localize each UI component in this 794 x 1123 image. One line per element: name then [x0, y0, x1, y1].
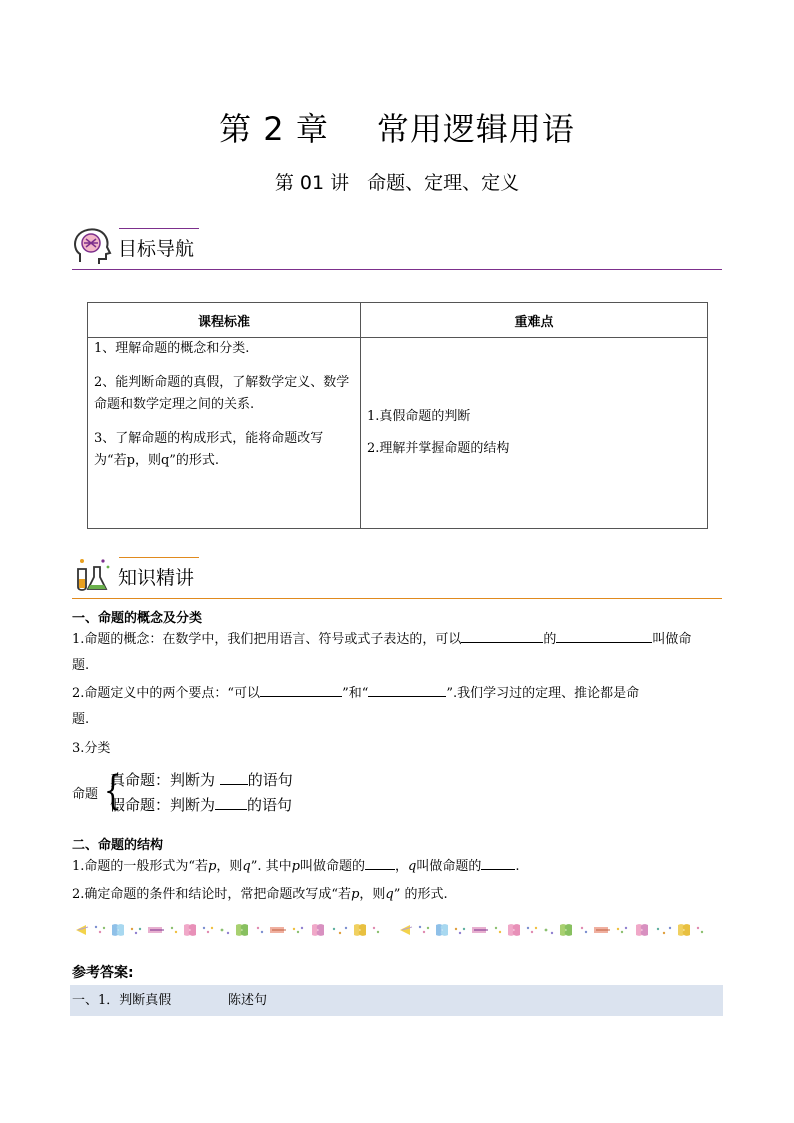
- table-row: [88, 338, 708, 529]
- goals-table: [87, 302, 708, 529]
- section-title: 知识精讲: [118, 567, 195, 589]
- text: ”和“: [342, 686, 369, 701]
- fill-blank[interactable]: [461, 628, 543, 643]
- text: 2.命题定义中的两个要点：“可以: [72, 686, 261, 701]
- col-header-standards: 课程标准: [88, 303, 361, 338]
- decorative-butterfly-divider: [72, 920, 722, 940]
- text: ，则: [359, 887, 386, 902]
- text: 题.: [72, 658, 90, 673]
- text: .: [515, 859, 520, 874]
- section-rule: [72, 269, 722, 270]
- fill-blank[interactable]: [368, 682, 446, 697]
- section-overline: [119, 557, 199, 558]
- text: 假命题：判断为: [110, 796, 216, 814]
- paragraph-concept: [72, 627, 722, 679]
- table-header-row: [88, 303, 708, 338]
- brace-label: 命题: [72, 787, 99, 802]
- answers-heading: 参考答案:: [72, 965, 134, 981]
- variable-p: p: [291, 859, 300, 874]
- text: ”. 其中: [250, 859, 292, 874]
- classification-brace: [72, 768, 472, 818]
- standard-item: 3、了解命题的构成形式，能将命题改写为“若p，则q”的形式.: [94, 431, 324, 468]
- text: 叫做命题的: [299, 859, 365, 874]
- variable-q: q: [242, 859, 251, 874]
- col-header-key-points: 重难点: [361, 303, 708, 338]
- answers-bar: [70, 985, 723, 1016]
- text: 的语句: [247, 771, 293, 789]
- lecture-name: 命题、定理、定义: [367, 172, 520, 194]
- text: ”.我们学习过的定理、推论都是命: [446, 686, 640, 701]
- section-knowledge-header: [72, 555, 722, 599]
- paragraph-rewrite: [72, 882, 722, 908]
- standard-item: 1、理解命题的概念和分类.: [94, 341, 250, 356]
- lecture-title: [0, 168, 794, 195]
- paragraph-key-points: [72, 681, 722, 733]
- paragraph-general-form: [72, 854, 722, 880]
- fill-blank[interactable]: [481, 855, 515, 870]
- text: ” 的形式.: [393, 887, 448, 902]
- variable-p: p: [208, 859, 217, 874]
- section-title: 目标导航: [118, 238, 195, 260]
- fill-blank[interactable]: [365, 855, 395, 870]
- chapter-number: 第 2 章: [219, 110, 329, 148]
- text: 叫做命题的: [416, 859, 482, 874]
- text: 1.命题的概念：在数学中，我们把用语言、符号或式子表达的，可以: [72, 632, 462, 647]
- text: ，: [395, 859, 409, 874]
- standards-cell: [88, 338, 361, 529]
- lecture-number: 第 01 讲: [274, 172, 350, 194]
- variable-p: p: [351, 887, 360, 902]
- fill-blank[interactable]: [556, 628, 652, 643]
- paragraph-classification: 3.分类: [72, 741, 111, 756]
- text: 真命题：判断为: [110, 771, 216, 789]
- left-brace: {: [103, 768, 122, 814]
- answer-label: 一、1．判断真假: [72, 993, 172, 1008]
- fill-blank[interactable]: [220, 770, 248, 785]
- variable-q: q: [385, 887, 394, 902]
- chapter-name: 常用逻辑用语: [376, 110, 575, 148]
- text: 的语句: [247, 796, 293, 814]
- subheading-concepts: 一、命题的概念及分类: [72, 611, 203, 626]
- key-points-cell: [361, 338, 708, 529]
- section-overline: [119, 228, 199, 229]
- true-proposition-line: [110, 769, 293, 790]
- subheading-structure: 二、命题的结构: [72, 838, 164, 853]
- standard-item: 2、能判断命题的真假，了解数学定义、数学命题和数学定理之间的关系.: [94, 375, 350, 412]
- fill-blank[interactable]: [215, 795, 247, 810]
- section-goals-header: [72, 226, 722, 270]
- brain-head-icon: [72, 226, 112, 266]
- chapter-title: [0, 104, 794, 150]
- text: 的: [543, 632, 557, 647]
- lab-flask-icon: [72, 555, 112, 595]
- text: ，则: [216, 859, 243, 874]
- section-rule: [72, 598, 722, 599]
- false-proposition-line: [110, 794, 292, 815]
- variable-q: q: [408, 859, 417, 874]
- fill-blank[interactable]: [260, 682, 342, 697]
- text: 2.确定命题的条件和结论时，常把命题改写成“若: [72, 887, 352, 902]
- text: 叫做命: [652, 632, 692, 647]
- key-point-item: 2.理解并掌握命题的结构: [367, 441, 510, 456]
- answer-value: 陈述句: [228, 993, 268, 1008]
- key-point-item: 1.真假命题的判断: [367, 409, 471, 424]
- text: 题.: [72, 712, 90, 727]
- text: 1.命题的一般形式为“若: [72, 859, 209, 874]
